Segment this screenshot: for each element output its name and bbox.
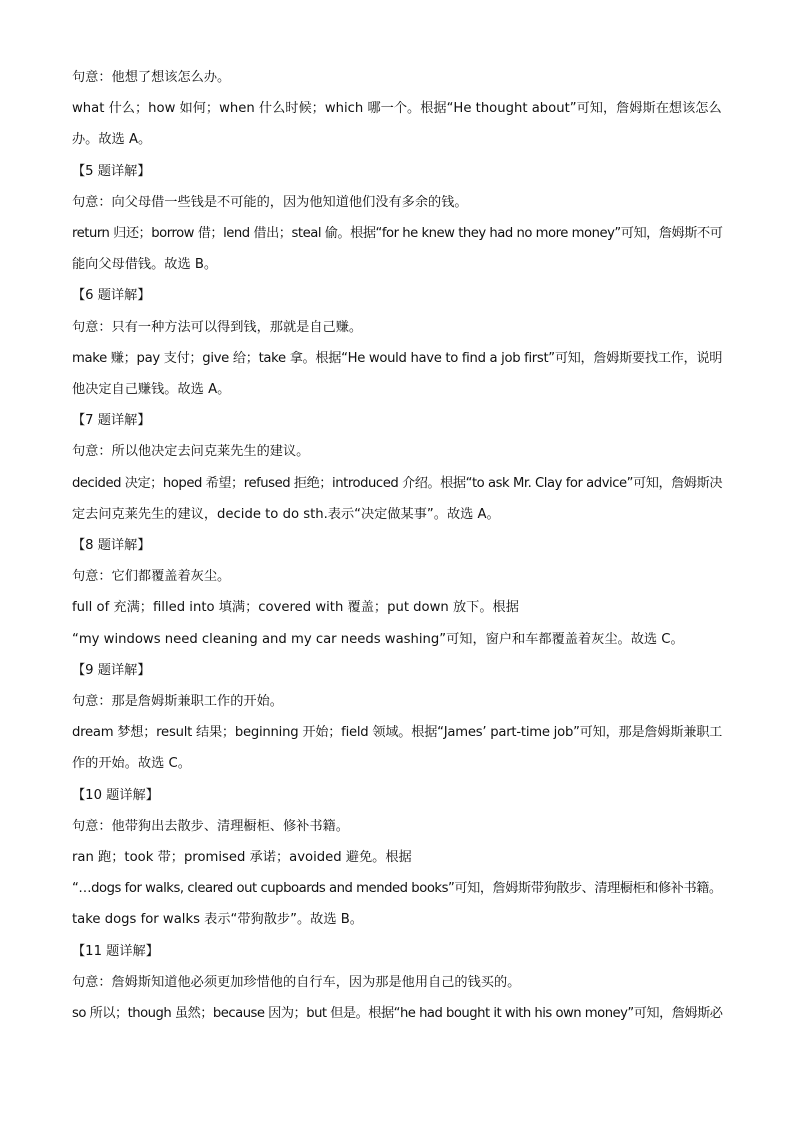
explanation-line: 能向父母借钱。故选 B。 [72,257,218,273]
question-header: 【11 题详解】 [72,943,159,959]
sentence-meaning: 句意：那是詹姆斯兼职工作的开始。 [72,694,283,710]
question-header: 【9 题详解】 [72,662,151,678]
explanation-line: “my windows need cleaning and my car needs washing”可知，窗户和车都覆盖着灰尘。故选 C。 [72,631,684,647]
explanation-line: 定去问克莱先生的建议，decide to do sth.表示“决定做某事”。故选 A。 [72,506,500,522]
question-header: 【6 题详解】 [72,288,151,304]
question-header: 【8 题详解】 [72,538,151,554]
sentence-meaning: 句意：所以他决定去问克莱先生的建议。 [72,444,310,460]
explanation-line: 作的开始。故选 C。 [72,756,191,772]
explanation-line: dream 梦想；result 结果；beginning 开始；field 领域。根据“James’ part-time job”可知，那是詹姆斯兼职工 [72,725,723,741]
explanation-line: 办。故选 A。 [72,132,152,148]
explanation-line: ran 跑；took 带；promised 承诺；avoided 避免。根据 [72,850,412,866]
question-header: 【7 题详解】 [72,413,151,429]
explanation-line: “…dogs for walks, cleared out cupboards and mended books”可知，詹姆斯带狗散步、清理橱柜和修补书籍。 [72,881,722,897]
explanation-line: make 赚；pay 支付；give 给；take 拿。根据“He would have to find a job first”可知，詹姆斯要找工作，说明 [72,350,723,366]
sentence-meaning: 句意：只有一种方法可以得到钱，那就是自己赚。 [72,319,363,335]
explanation-line: return 归还；borrow 借；lend 借出；steal 偷。根据“for he knew they had no more money”可知，詹姆斯不可 [72,226,723,242]
sentence-meaning: 句意：它们都覆盖着灰尘。 [72,569,231,585]
question-header: 【10 题详解】 [72,787,159,803]
sentence-meaning: 句意：他想了想该怎么办。 [72,70,231,85]
question-header: 【5 题详解】 [72,163,151,179]
explanation-line: full of 充满；filled into 填满；covered with 覆盖；put down 放下。根据 [72,600,519,616]
explanation-line: what 什么；how 如何；when 什么时候；which 哪一个。根据“He thought about”可知，詹姆斯在想该怎么 [72,101,722,117]
sentence-meaning: 句意：詹姆斯知道他必须更加珍惜他的自行车，因为那是他用自己的钱买的。 [72,974,521,990]
explanation-line: 他决定自己赚钱。故选 A。 [72,382,231,398]
sentence-meaning: 句意：他带狗出去散步、清理橱柜、修补书籍。 [72,818,349,834]
explanation-line: so 所以；though 虽然；because 因为；but 但是。根据“he had bought it with his own money”可知，詹姆斯必 [72,1006,723,1022]
sentence-meaning: 句意：向父母借一些钱是不可能的，因为他知道他们没有多余的钱。 [72,194,468,210]
document-body [72,62,722,1029]
explanation-line: take dogs for walks 表示“带狗散步”。故选 B。 [72,912,363,928]
explanation-line: decided 决定；hoped 希望；refused 拒绝；introduced 介绍。根据“to ask Mr. Clay for advice”可知，詹姆斯决 [72,475,723,491]
